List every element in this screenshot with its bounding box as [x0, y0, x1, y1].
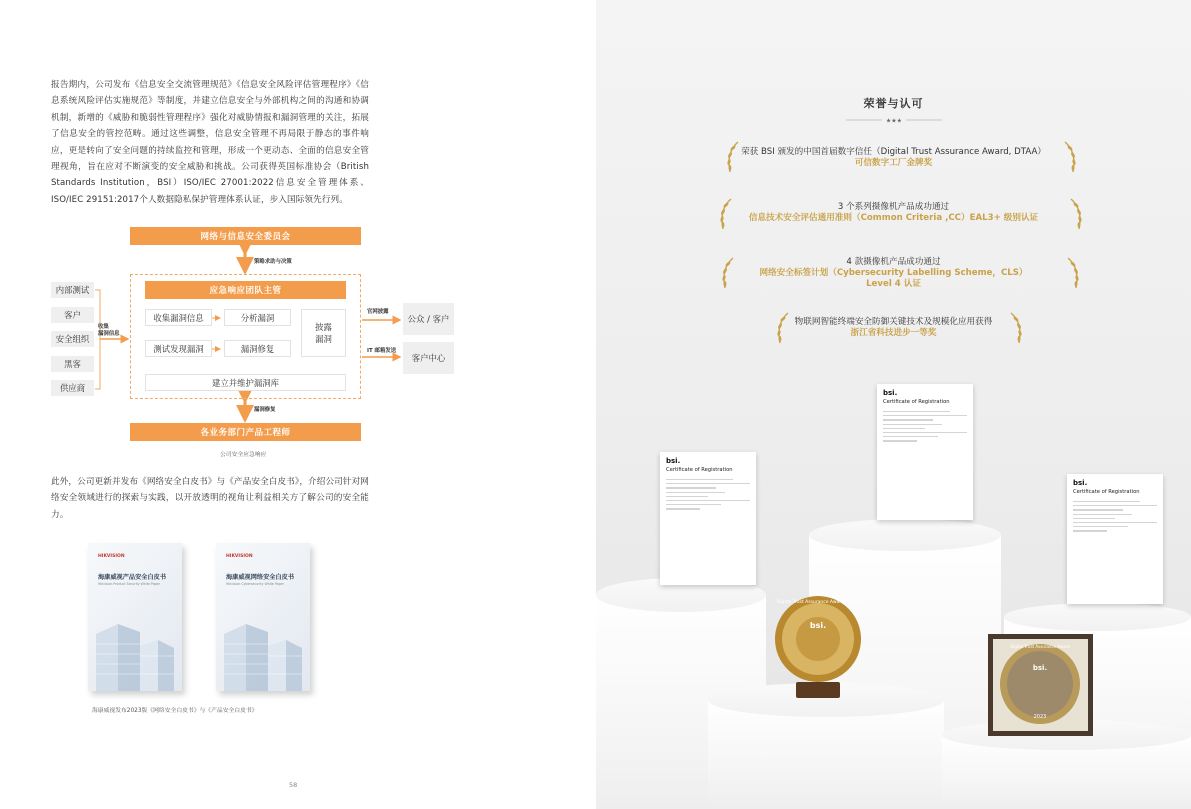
engineers-bar: 各业务部门产品工程师 — [130, 423, 361, 441]
building-illustration — [216, 596, 310, 691]
book-subtitle: Hikvision Cybersecurity White Paper — [226, 582, 284, 586]
pedestal-right-top — [1004, 603, 1191, 631]
award-name: 浙江省科技进步一等奖 — [850, 328, 937, 338]
security-response-diagram — [0, 0, 596, 470]
cert-text — [666, 479, 750, 513]
whitepaper-paragraph: 此外，公司更新并发布《网络安全白皮书》与《产品安全白皮书》，介绍公司针对网络安全领域进行的探索与实践，以开放透明的视角让利益相关方了解公司的安全能力。 — [51, 477, 369, 520]
team-lead-bar: 应急响应团队主管 — [145, 281, 346, 299]
award-name: 可信数字工厂金牌奖 — [854, 158, 933, 168]
laurel-left-icon — [719, 256, 735, 290]
medal-text: Digital Trust Assurance Award (Gold) — [776, 600, 860, 605]
award-name: 网络安全标签计划（Cybersecurity Labelling Scheme，CLS） — [759, 268, 1028, 278]
award-cc — [596, 202, 1191, 224]
whitepaper-books — [51, 533, 369, 693]
source-supplier: 供应商 — [51, 380, 94, 396]
decision-label: 策略求助与决策 — [254, 259, 292, 265]
award-desc: 3 个系列摄像机产品成功通过 — [837, 202, 950, 212]
book-subtitle: Hikvision Product Security White Paper — [98, 582, 160, 586]
product-security-book — [88, 543, 182, 691]
email-send-label: IT 邮箱发送 — [367, 348, 397, 354]
collect-label: 收集 漏洞信息 — [98, 324, 120, 337]
honors-title: 荣誉与认可 — [863, 97, 924, 110]
disclose-vuln-cell: 披露 漏洞 — [301, 309, 346, 357]
hikvision-logo: HIKVISION — [98, 554, 125, 559]
laurel-right-icon — [1069, 197, 1085, 231]
intro-paragraph: 报告期内，公司发布《信息安全交流管理规范》《信息安全风险评估管理程序》《信息系统风险评估实施规范》等制度，并建立信息安全与外部机构之间的沟通和协调机制，新增的《威胁和脆弱性管理程序》强化对威胁情报和漏洞管理的关注，拓展了信息安全的管控范畴。通过这些调整，信息安全管理不再局限于静态的事件响应，更是转向了安全问题的持续监控和管理，形成一个更动态、全面的信息安全管理视角，旨在应对不断演变的安全威胁和挑战。公司获得英国标准协会（British Standards Institution，BSI）ISO/IEC 27001:2022信息安全管理体系、ISO/IEC 29151:2017个人数据隐私保护管理体系认证，步入国际领先行列。 — [51, 80, 369, 205]
certificate-3 — [1067, 474, 1163, 604]
title-divider — [846, 117, 942, 123]
fix-vuln-cell: 漏洞修复 — [224, 340, 291, 357]
source-internal: 内部测试 — [51, 282, 94, 298]
dtaa-gold-medal — [772, 594, 864, 702]
award-cls — [596, 257, 1191, 290]
diagram-caption: 公司安全应急响应 — [220, 452, 267, 458]
source-customer: 客户 — [51, 307, 94, 323]
laurel-right-icon — [1009, 311, 1025, 345]
bsi-logo: bsi. — [666, 457, 681, 465]
award-level: Level 4 认证 — [866, 279, 921, 289]
laurel-left-icon — [724, 140, 740, 174]
right-page — [596, 0, 1191, 809]
analyze-vuln-cell: 分析漏洞 — [224, 309, 291, 326]
plaque-text: Digital Trust Assurance Award — [1010, 644, 1070, 649]
website-disclose-label: 官网披露 — [367, 309, 389, 315]
laurel-left-icon — [717, 197, 733, 231]
target-customer-center: 客户中心 — [403, 342, 454, 374]
award-desc: 荣获 BSI 颁发的中国首届数字信任（Digital Trust Assurance Award, DTAA） — [741, 147, 1046, 157]
source-security-org: 安全组织 — [51, 331, 94, 347]
book-title: 海康威视产品安全白皮书 — [98, 574, 167, 581]
hikvision-logo: HIKVISION — [226, 554, 253, 559]
committee-bar: 网络与信息安全委员会 — [130, 227, 361, 245]
dtaa-framed-plaque — [988, 634, 1093, 736]
pedestal-center-top — [809, 519, 1001, 551]
plaque-bsi: bsi. — [1032, 664, 1048, 672]
cert-text — [1073, 501, 1157, 535]
award-desc: 物联网智能终端安全防御关键技术及规模化应用获得 — [794, 317, 993, 327]
target-public: 公众 / 客户 — [403, 303, 454, 335]
bsi-logo: bsi. — [1073, 479, 1088, 487]
fix-label: 漏洞修复 — [254, 407, 276, 413]
cert-text — [883, 411, 967, 445]
building-illustration — [88, 596, 182, 691]
collect-vuln-cell: 收集漏洞信息 — [145, 309, 212, 326]
book-title: 海康威视网络安全白皮书 — [226, 574, 295, 581]
award-zhejiang — [596, 317, 1191, 339]
laurel-right-icon — [1066, 256, 1082, 290]
plaque-year: 2023 — [1033, 714, 1047, 720]
page-number: 58 — [289, 781, 298, 789]
certificate-1 — [660, 452, 756, 585]
medal-bsi: bsi. — [809, 621, 827, 630]
certificate-2 — [877, 384, 973, 520]
books-caption: 海康威视发布2023版《网络安全白皮书》与《产品安全白皮书》 — [92, 708, 258, 714]
test-vuln-cell: 测试发现漏洞 — [145, 340, 212, 357]
cert-title: Certificate of Registration — [1073, 489, 1140, 495]
award-desc: 4 款摄像机产品成功通过 — [846, 257, 941, 267]
cert-title: Certificate of Registration — [666, 467, 733, 473]
svg-text:★★★: ★★★ — [885, 117, 903, 123]
award-name: 信息技术安全评估通用准则（Common Criteria ,CC）EAL3+ 级别认证 — [748, 213, 1039, 223]
award-dtaa — [596, 147, 1191, 169]
laurel-right-icon — [1063, 140, 1079, 174]
bsi-logo: bsi. — [883, 389, 898, 397]
vuln-db-cell: 建立并维护漏洞库 — [145, 374, 346, 391]
cert-title: Certificate of Registration — [883, 399, 950, 405]
laurel-left-icon — [774, 311, 790, 345]
cybersecurity-book — [216, 543, 310, 691]
source-hacker: 黑客 — [51, 356, 94, 372]
